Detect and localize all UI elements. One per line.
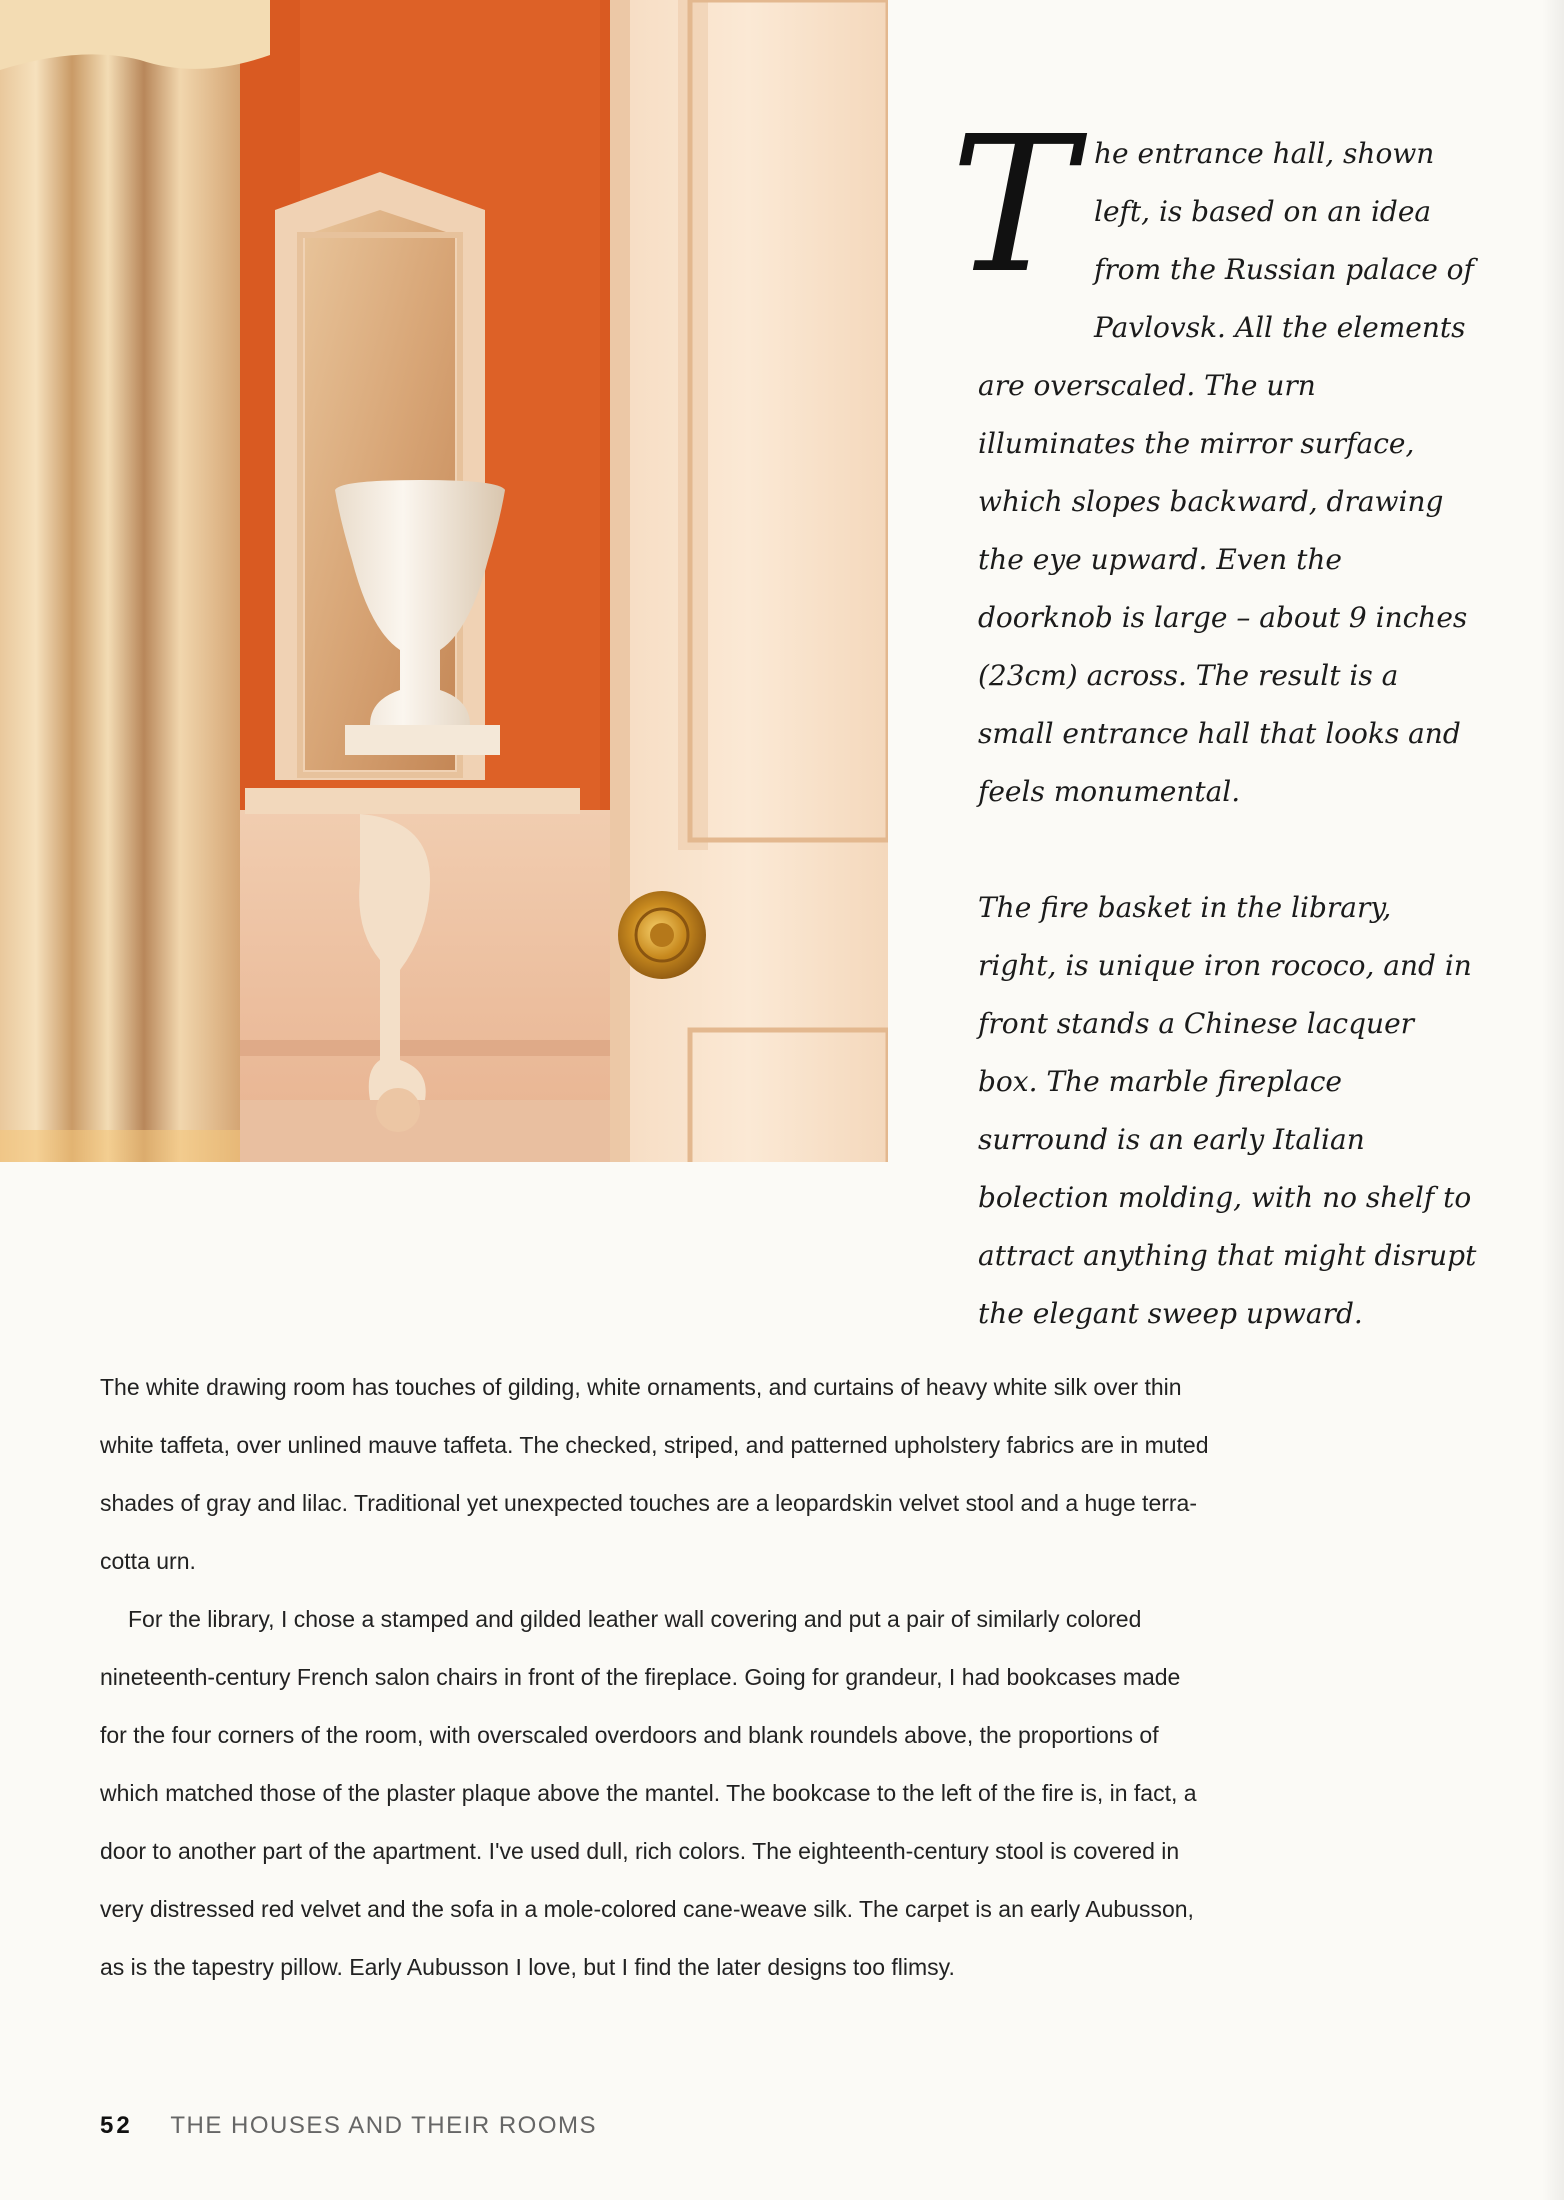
- drop-cap: T: [950, 96, 1076, 315]
- caption-text: [950, 96, 1478, 1343]
- page-footer: [100, 2112, 597, 2140]
- page-number: 52: [100, 2112, 133, 2139]
- body-paragraph-1: The white drawing room has touches of gilding, white ornaments, and curtains of heavy white silk over thin white taffeta, over unlined mauve taffeta. The checked, striped, and patterned upholstery fabrics are in muted shades of gray and lilac. Traditional yet unexpected touches are a leopardskin velvet stool and a huge terra-cotta urn.: [100, 1374, 1209, 1574]
- entrance-hall-photo: [0, 0, 888, 1162]
- page-edge-shadow: [1542, 0, 1564, 2200]
- entrance-hall-illustration: [0, 0, 888, 1162]
- caption-paragraph-2: The fire basket in the library, right, is unique iron rococo, and in front stands a Chinese lacquer box. The marble fireplace surround is an early Italian bolection molding, with no shelf to attract anything that might disrupt the elegant sweep upward.: [978, 891, 1477, 1330]
- caption-paragraph-1: he entrance hall, shown left, is based on an idea from the Russian palace of Pavlovsk. All the elements are overscaled. The urn illuminates the mirror surface, which slopes backward, drawing the eye upward. Even the doorknob is large – about 9 inches (23cm) across. The result is a small entrance hall that looks and feels monumental.: [978, 137, 1474, 808]
- section-title: THE HOUSES AND THEIR ROOMS: [170, 2112, 597, 2139]
- body-paragraph-2: For the library, I chose a stamped and gilded leather wall covering and put a pair of similarly colored nineteenth-century French salon chairs in front of the fireplace. Going for grandeur, I had bookcases made for the four corners of the room, with overscaled overdoors and blank roundels above, the proportions of which matched those of the plaster plaque above the mantel. The bookcase to the left of the fire is, in fact, a door to another part of the apartment. I've used dull, rich colors. The eighteenth-century stool is covered in very distressed red velvet and the sofa in a mole-colored cane-weave silk. The carpet is an early Aubusson, as is the tapestry pillow. Early Aubusson I love, but I find the later designs too flimsy.: [100, 1606, 1197, 1980]
- body-text: [100, 1358, 1210, 1996]
